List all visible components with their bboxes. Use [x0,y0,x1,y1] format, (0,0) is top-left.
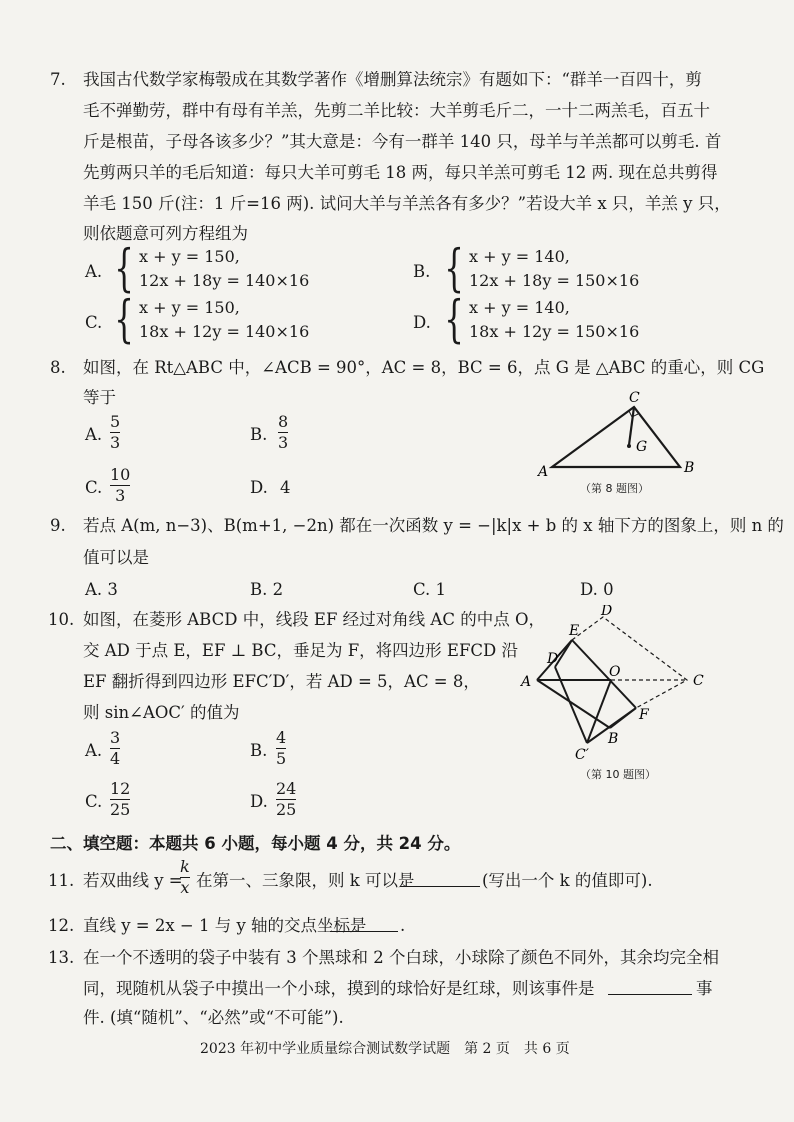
q8-figure-caption: （第 8 题图） [580,482,649,495]
q13-line-2-tail: 事 [696,979,713,998]
q13-answer-blank[interactable] [608,978,692,995]
q10-label-f: F [639,707,649,723]
q7-line-3: 斤是根苗，子母各该多少？”其大意是：今有一群羊 140 只，母羊与羊羔都可以剪毛. 首 [83,132,722,151]
q11-text: 在第一、三象限，则 k 可以是 [196,871,415,890]
q10-d-num: 24 [276,779,297,798]
q10-label-e: E [569,623,580,639]
q12-text: 直线 y = 2x − 1 与 y 轴的交点坐标是 [83,916,367,935]
q8-line-1: 如图，在 Rt△ABC 中，∠ACB = 90°，AC = 8，BC = 6，点 G 是 △ABC 的重心，则 CG [83,358,765,377]
q7-option-d-label: D. [413,313,431,332]
q8-a-den: 3 [110,433,121,452]
q8-option-c-fraction [110,466,130,505]
q7-option-c-system: { x + y = 150, 18x + 12y = 140×16 [114,290,310,349]
q11-fraction [180,858,190,897]
section-2-heading: 二、填空题：本题共 6 小题，每小题 4 分，共 24 分。 [50,834,461,853]
q10-option-c-fraction [110,780,130,819]
q10-option-d-fraction [276,780,296,819]
q10-option-a-fraction [110,729,120,768]
q8-option-b-fraction [278,413,288,452]
q9-option-c: C. 1 [413,580,447,599]
page-footer: 2023 年初中学业质量综合测试数学试题 第 2 页 共 6 页 [200,1041,570,1057]
q9-option-d: D. 0 [580,580,614,599]
q9-line-2: 值可以是 [83,548,149,567]
q8-option-c-label: C. [85,478,103,497]
q8-label-a: A [538,464,549,480]
q10-label-c: C [693,673,704,689]
q9-option-a: A. 3 [85,580,118,599]
q8-c-den: 3 [115,486,126,505]
q7-c-eq1: x + y = 150, [139,298,240,317]
q10-side-ab [537,680,610,728]
q13-number: 13. [48,948,75,967]
q8-c-num: 10 [110,465,131,484]
q11-frac-num: k [180,857,190,876]
q10-option-a-label: A. [85,741,103,760]
q8-label-g: G [636,439,648,455]
q9-number: 9. [50,516,66,535]
q8-a-num: 5 [110,412,121,431]
q7-d-eq2: 18x + 12y = 150×16 [469,322,640,341]
q12-number: 12. [48,916,75,935]
q10-line-3: EF 翻折得到四边形 EFC′D′，若 AD = 5，AC = 8， [83,672,480,691]
q10-b-den: 5 [276,749,287,768]
q7-number: 7. [50,70,66,89]
q10-label-c-prime: C′ [575,747,589,763]
q10-option-d-label: D. [250,792,268,811]
q7-option-c-label: C. [85,313,103,332]
q10-rhombus-figure [515,605,715,765]
q10-label-d-prime: D′ [547,651,562,667]
q10-label-a: A [521,674,532,690]
q8-label-b: B [684,460,695,476]
q8-option-d-label: D. [250,478,268,497]
q7-c-eq2: 18x + 12y = 140×16 [139,322,310,341]
q13-line-1: 在一个不透明的袋子中装有 3 个黑球和 2 个白球，小球除了颜色不同外，其余均完全相 [83,948,719,967]
q10-label-b: B [608,731,619,747]
q7-line-1: 我国古代数学家梅彀成在其数学著作《增删算法统宗》有题如下：“群羊一百四十，剪 [83,70,702,89]
q8-option-d-value: 4 [280,478,291,497]
q8-triangle-figure [530,385,710,490]
q8-b-num: 8 [278,412,289,431]
q12-answer-blank[interactable] [330,915,398,932]
q7-d-eq1: x + y = 140, [469,298,570,317]
q9-line-1: 若点 A(m, n−3)、B(m+1, −2n) 都在一次函数 y = −|k|x + b 的 x 轴下方的图象上，则 n 的 [83,516,784,535]
q10-label-d: D [601,605,613,619]
q7-option-a-label: A. [85,262,103,281]
q8-number: 8. [50,358,66,377]
q7-b-eq2: 12x + 18y = 150×16 [469,271,640,290]
q10-option-b-label: B. [250,741,268,760]
q10-line-2: 交 AD 于点 E，EF ⊥ BC，垂足为 F，将四边形 EFCD 沿 [83,641,519,660]
q7-a-eq2: 12x + 18y = 140×16 [139,271,310,290]
q11-prefix: 若双曲线 y = [83,871,183,890]
q8-option-a-fraction [110,413,120,452]
q13-line-3: 件. (填“随机”、“必然”或“不可能”). [83,1008,344,1027]
q10-d-den: 25 [276,800,297,819]
q10-figure-caption: （第 10 题图） [580,768,656,781]
q8-option-b-label: B. [250,425,268,444]
q10-a-num: 3 [110,728,121,747]
q10-label-o: O [609,664,621,680]
q9-option-b: B. 2 [250,580,284,599]
q7-line-5: 羊毛 150 斤(注：1 斤=16 两). 试问大羊与羊羔各有多少？”若设大羊 x 只，羊羔 y 只， [83,194,731,213]
q13-line-2: 同，现随机从袋子中摸出一个小球，摸到的球恰好是红球，则该事件是 [83,979,595,998]
q8-label-c: C [629,390,640,406]
q8-b-den: 3 [278,433,289,452]
q10-b-num: 4 [276,728,287,747]
q11-frac-den: x [180,878,190,897]
q10-a-den: 4 [110,749,121,768]
q10-line-1: 如图，在菱形 ABCD 中，线段 EF 经过对角线 AC 的中点 O， [83,610,545,629]
q10-segment-dprime-cprime [555,667,587,743]
q11-number: 11. [48,871,75,890]
q8-point-g [627,444,631,448]
q10-line-4: 则 sin∠AOC′ 的值为 [83,703,240,722]
q10-dashed-edfc [572,617,687,708]
q7-b-eq1: x + y = 140, [469,247,570,266]
q7-option-d-system: { x + y = 140, 18x + 12y = 150×16 [444,290,640,349]
q8-option-a-label: A. [85,425,103,444]
q10-c-num: 12 [110,779,131,798]
q7-line-2: 毛不弹勤劳，群中有母有羊羔，先剪二羊比较：大羊剪毛斤二，一十二两羔毛，百五十 [83,101,710,120]
q7-option-b-label: B. [413,262,431,281]
q7-a-eq1: x + y = 150, [139,247,240,266]
q7-line-4: 先剪两只羊的毛后知道：每只大羊可剪毛 18 两，每只羊羔可剪毛 12 两. 现在总共剪得 [83,163,718,182]
q8-triangle-abc [552,407,680,467]
q7-option-b-system: { x + y = 140, 12x + 18y = 150×16 [444,239,640,298]
q10-option-c-label: C. [85,792,103,811]
q10-option-b-fraction [276,729,286,768]
q7-option-a-system: { x + y = 150, 12x + 18y = 140×16 [114,239,310,298]
q11-answer-blank[interactable] [400,870,480,887]
q11-tail: (写出一个 k 的值即可). [482,871,653,890]
q12-tail: . [400,916,406,935]
q10-number: 10. [48,610,75,629]
q8-line-2: 等于 [83,388,116,407]
q10-c-den: 25 [110,800,131,819]
q7-line-6: 则依题意可列方程组为 [83,224,248,243]
